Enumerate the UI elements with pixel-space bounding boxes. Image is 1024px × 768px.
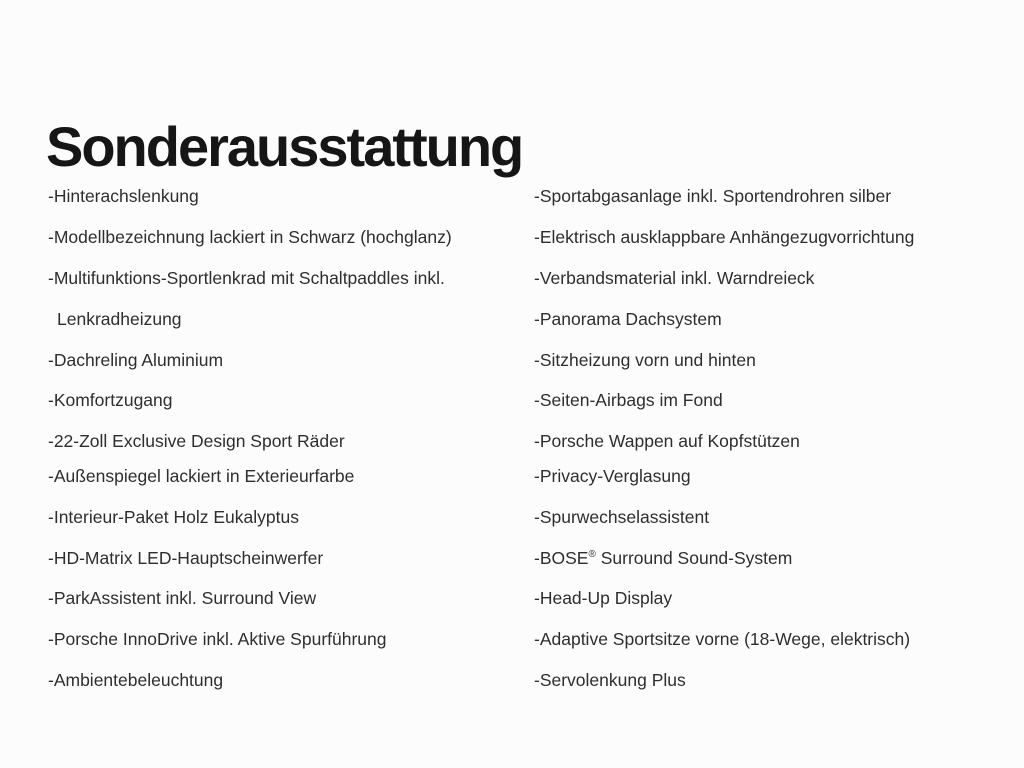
equipment-item: -Privacy-Verglasung	[534, 466, 691, 486]
equipment-item: -Panorama Dachsystem	[534, 309, 722, 329]
equipment-item: -Elektrisch ausklappbare Anhängezugvorrichtung	[534, 227, 915, 247]
equipment-item: -Servolenkung Plus	[534, 670, 686, 690]
equipment-item: -Dachreling Aluminium	[48, 350, 224, 370]
page-title: Sonderausstattung	[46, 114, 523, 178]
equipment-item: -Ambientebeleuchtung	[48, 670, 224, 690]
equipment-item: Lenkradheizung	[57, 309, 182, 329]
equipment-item: -Seiten-Airbags im Fond	[534, 390, 723, 410]
equipment-item: -Porsche InnoDrive inkl. Aktive Spurführung	[48, 629, 387, 649]
equipment-item: -ParkAssistent inkl. Surround View	[48, 588, 317, 608]
equipment-list-right	[534, 0, 1014, 768]
equipment-item: -Adaptive Sportsitze vorne (18-Wege, elektrisch)	[534, 629, 911, 649]
equipment-item: -Head-Up Display	[534, 588, 673, 608]
equipment-item: -Sitzheizung vorn und hinten	[534, 350, 756, 370]
equipment-item: -Modellbezeichnung lackiert in Schwarz (hochglanz)	[48, 227, 452, 247]
equipment-item: -Verbandsmaterial inkl. Warndreieck	[534, 268, 815, 288]
equipment-item: -Multifunktions-Sportlenkrad mit Schaltpaddles inkl.	[48, 268, 445, 288]
equipment-item: -Hinterachslenkung	[48, 186, 199, 206]
equipment-item: -Komfortzugang	[48, 390, 173, 410]
equipment-item: -22-Zoll Exclusive Design Sport Räder	[48, 431, 345, 451]
equipment-item: -Porsche Wappen auf Kopfstützen	[534, 431, 800, 451]
equipment-item: -Sportabgasanlage inkl. Sportendrohren silber	[534, 186, 892, 206]
equipment-item: -BOSE® Surround Sound-System	[534, 548, 793, 568]
equipment-list-left	[48, 0, 528, 768]
equipment-item: -Außenspiegel lackiert in Exterieurfarbe	[48, 466, 355, 486]
equipment-item: -Interieur-Paket Holz Eukalyptus	[48, 507, 299, 527]
equipment-item: -Spurwechselassistent	[534, 507, 710, 527]
equipment-item: -HD-Matrix LED-Hauptscheinwerfer	[48, 548, 324, 568]
